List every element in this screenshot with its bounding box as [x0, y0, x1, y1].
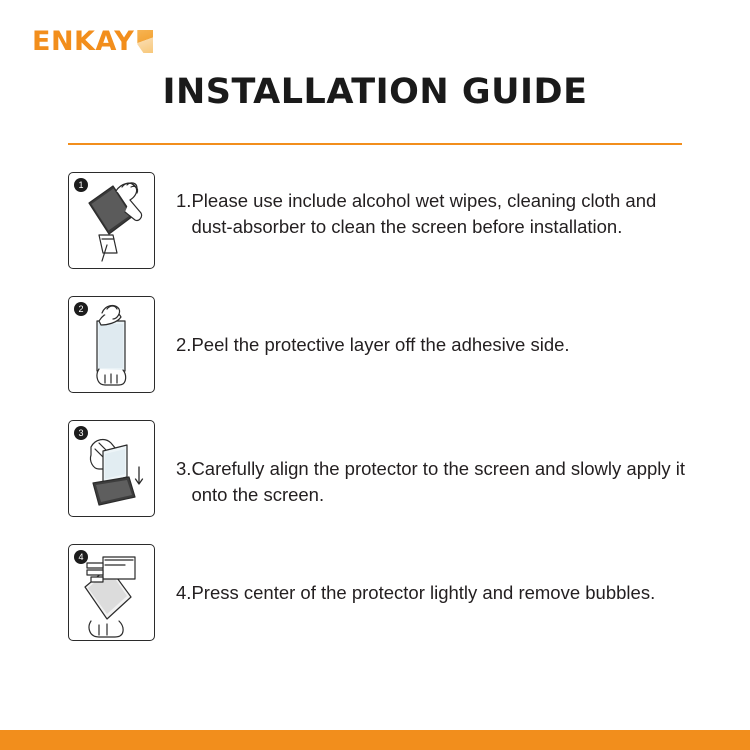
steps-list	[0, 172, 750, 668]
page-title: INSTALLATION GUIDE	[162, 72, 588, 112]
step-1-thumbnail	[68, 172, 163, 269]
step-1-body: Please use include alcohol wet wipes, cleaning cloth and dust-absorber to clean the screen before installation.	[191, 190, 657, 238]
step-2-number: 2.	[176, 334, 192, 355]
step-2-thumbnail	[68, 296, 163, 393]
peel-layer-illustration	[68, 296, 155, 393]
step-3-number: 3.	[176, 458, 192, 479]
step-1-number: 1.	[176, 190, 192, 211]
align-protector-illustration	[68, 420, 155, 517]
step-2-body: Peel the protective layer off the adhesive side.	[191, 334, 570, 355]
press-center-illustration	[68, 544, 155, 641]
step-badge: 1	[74, 178, 88, 192]
brand-logo	[32, 26, 153, 57]
brand-name: ENKAY	[32, 26, 135, 57]
step-4-number: 4.	[176, 582, 192, 603]
wipe-screen-illustration	[68, 172, 155, 269]
list-item	[0, 544, 750, 641]
step-badge: 4	[74, 550, 88, 564]
footer-bar	[0, 730, 750, 750]
step-3-body: Carefully align the protector to the screen and slowly apply it onto the screen.	[191, 458, 686, 506]
list-item	[0, 420, 750, 517]
step-badge: 3	[74, 426, 88, 440]
title-divider	[68, 143, 682, 145]
list-item	[0, 172, 750, 269]
step-3-text	[176, 420, 750, 509]
step-badge: 2	[74, 302, 88, 316]
enkay-logo-icon	[137, 30, 153, 53]
step-1-text	[176, 172, 750, 241]
list-item	[0, 296, 750, 393]
step-4-text	[176, 544, 711, 606]
step-4-body: Press center of the protector lightly and remove bubbles.	[191, 582, 656, 603]
step-2-text	[176, 296, 630, 358]
step-4-thumbnail	[68, 544, 163, 641]
step-3-thumbnail	[68, 420, 163, 517]
